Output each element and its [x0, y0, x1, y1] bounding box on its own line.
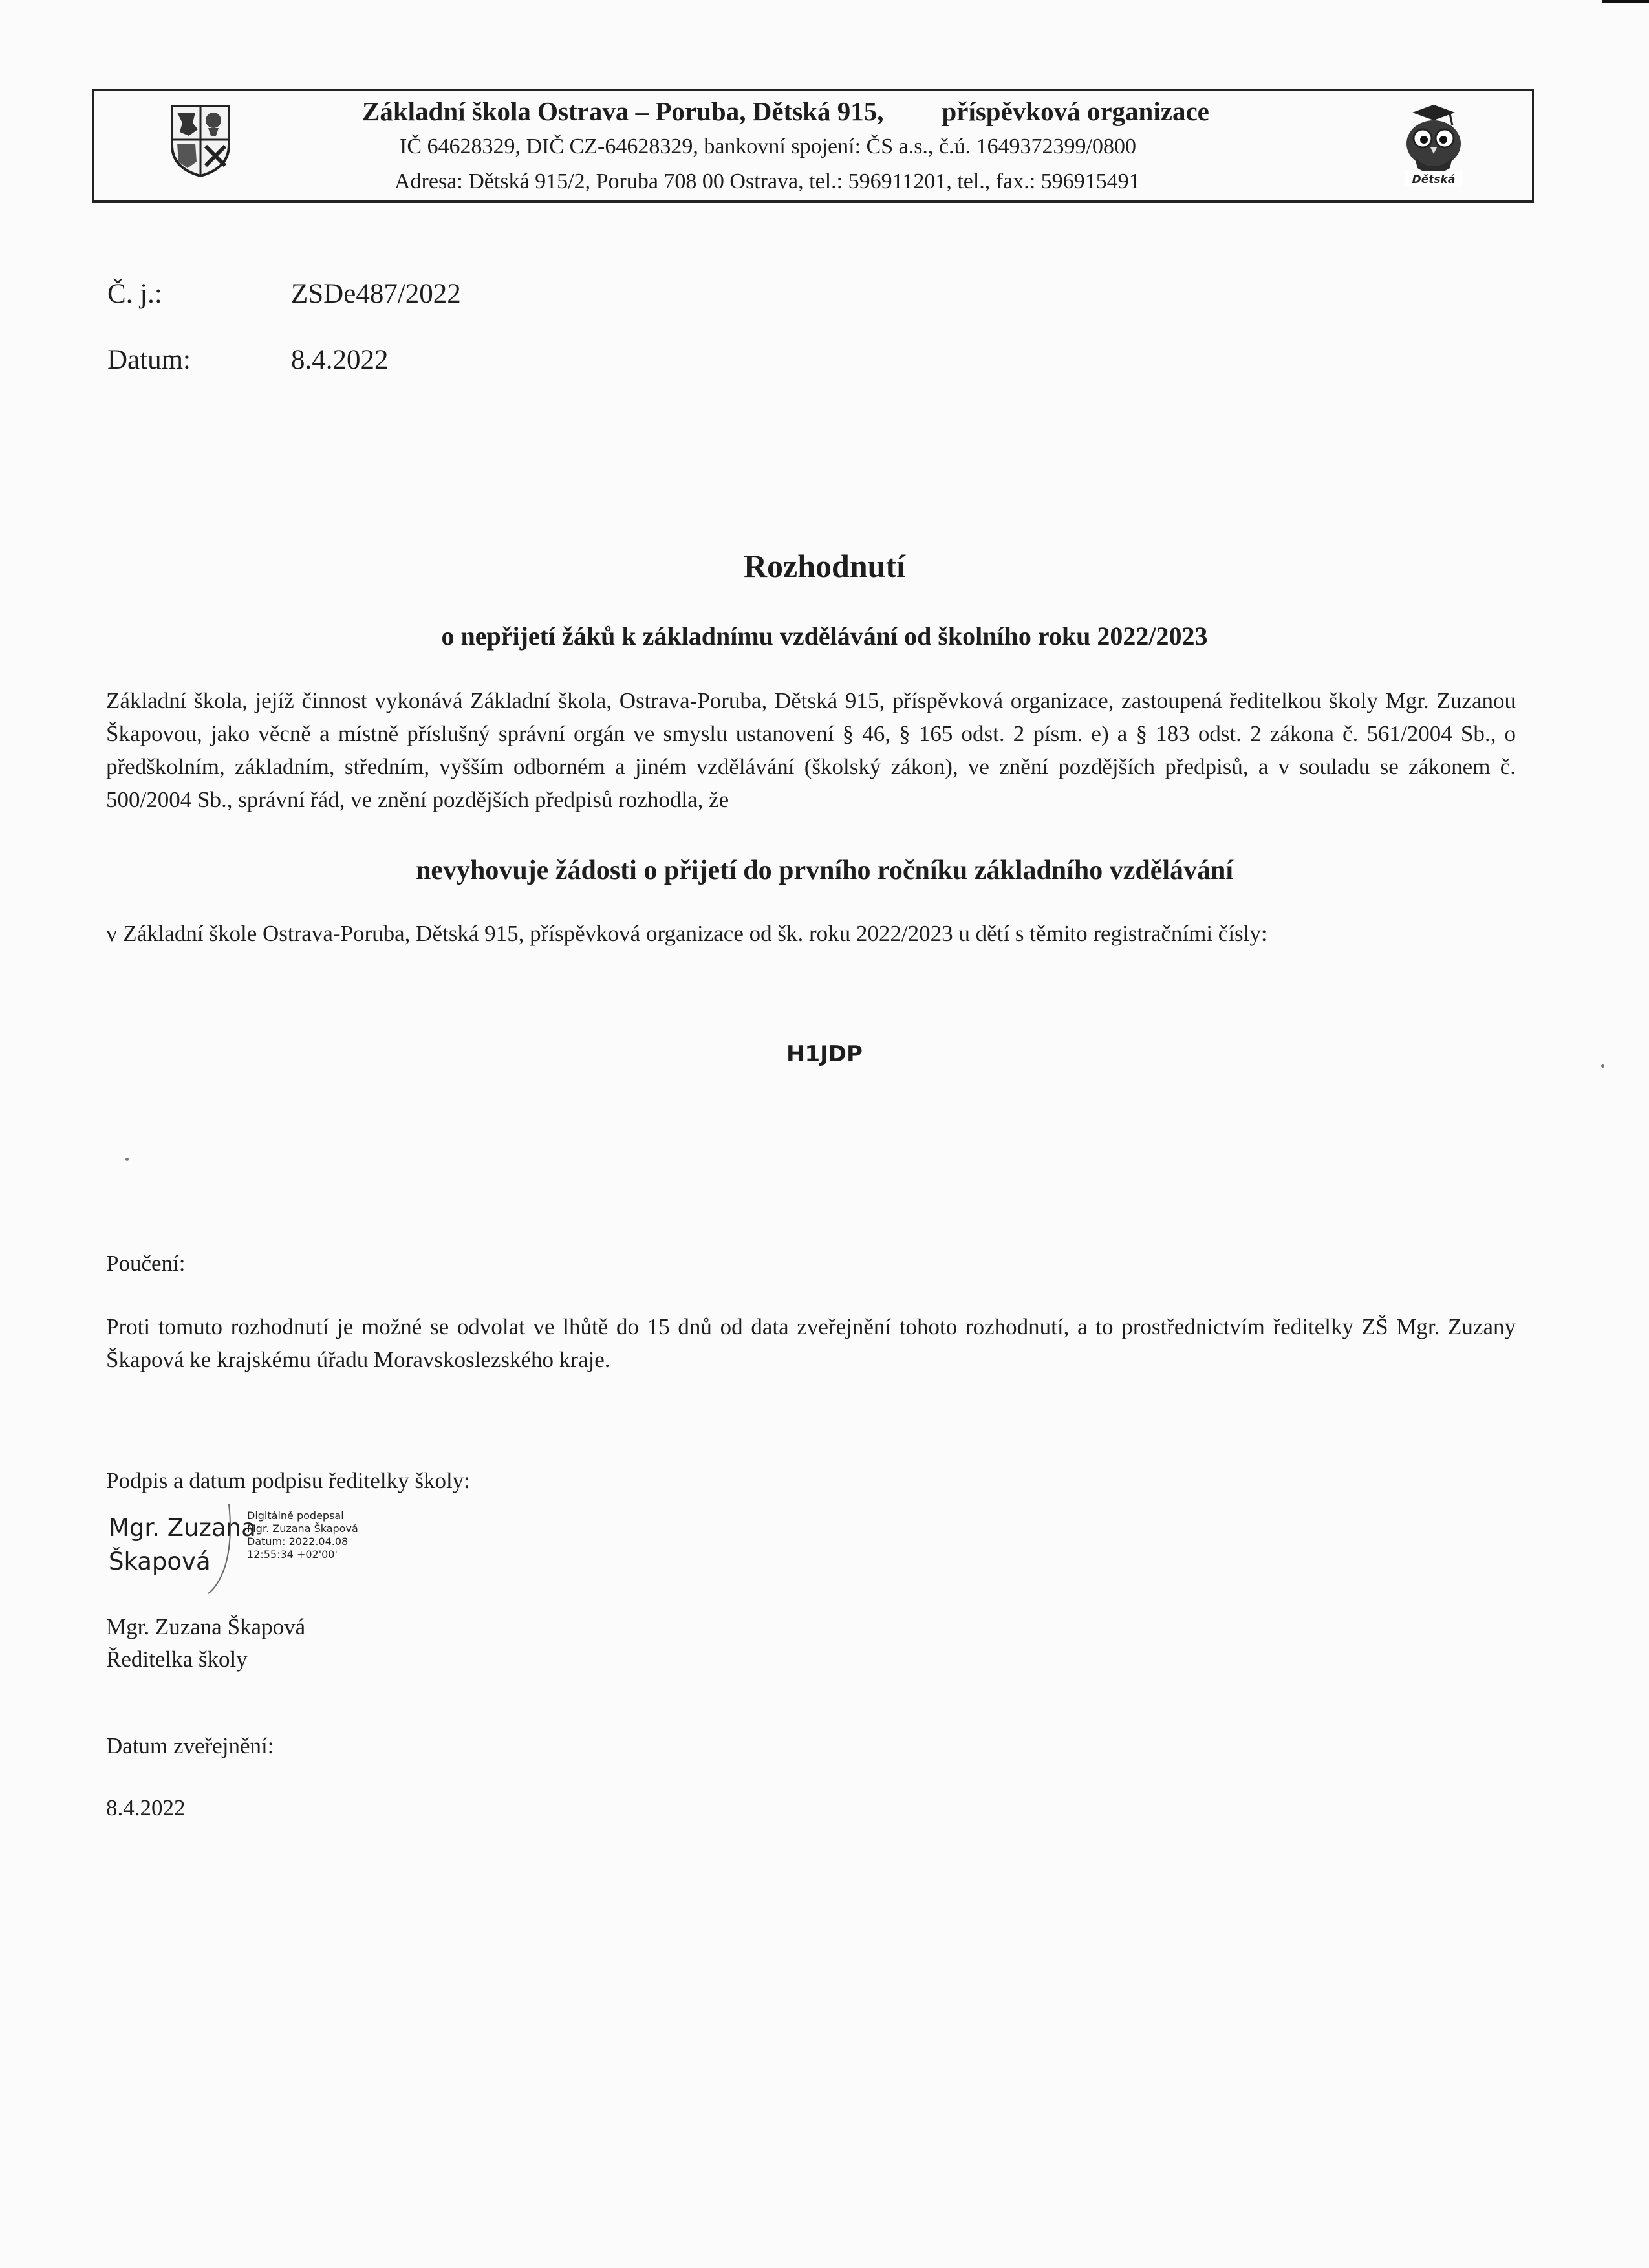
school-owl-logo-icon — [1398, 103, 1469, 190]
instruction-text: Proti tomuto rozhodnutí je možné se odvolat ve lhůtě do 15 dnů od data zveřejnění tohoto rozhodnutí, a to prostřednictvím ředitelky ZŠ Mgr. Zuzany Škapová ke krajskému úřadu Moravskoslezského kraje. — [106, 1314, 1516, 1372]
signer-name: Mgr. Zuzana Škapová — [106, 1614, 306, 1639]
scan-speck — [125, 1158, 129, 1161]
signature-meta-line: 12:55:34 +02'00' — [247, 1548, 338, 1561]
digital-signature-name-line1: Mgr. Zuzana — [109, 1514, 256, 1542]
registration-code: H1JDP — [786, 1041, 863, 1067]
school-address-line: Adresa: Dětská 915/2, Poruba 708 00 Ostrava, tel.: 596911201, tel., fax.: 596915491 — [394, 169, 1140, 193]
signature-meta-line: Digitálně podepsal — [247, 1509, 344, 1522]
reference-label: Č. j.: — [107, 279, 162, 309]
scan-edge-mark — [1602, 0, 1649, 3]
document-subtitle: o nepřijetí žáků k základnímu vzdělávání od školního roku 2022/2023 — [441, 621, 1208, 651]
signer-role: Ředitelka školy — [106, 1647, 248, 1672]
decision-statement: nevyhovuje žádosti o přijetí do prvního ročníku základního vzdělávání — [415, 856, 1234, 885]
reference-number: ZSDe487/2022 — [291, 279, 461, 309]
intro-paragraph: Základní škola, jejíž činnost vykonává Základní škola, Ostrava-Poruba, Dětská 915, příspěvková organizace, zastoupená ředitelkou školy Mgr. Zuzanou Škapovou, jako věcně a místně příslušný správní orgán ve smyslu ustanovení § 46, § 165 odst. 2 písm. e) a § 183 odst. 2 zákona č. 561/2004 Sb., o předškolním, základním, středním, vyšším odborném a jiném vzdělávání (školský zákon), ve znění pozdějších předpisů, a v souladu se zákonem č. 500/2004 Sb., správní řád, ve znění pozdějších předpisů rozhodla, že — [106, 688, 1516, 812]
publication-label: Datum zveřejnění: — [106, 1733, 274, 1758]
document-title: Rozhodnutí — [743, 548, 906, 584]
coat-of-arms-icon — [169, 103, 232, 178]
date-value: 8.4.2022 — [291, 345, 389, 375]
signature-meta-line: Datum: 2022.04.08 — [247, 1535, 349, 1548]
school-name-heading: Základní škola Ostrava – Poruba, Dětská 915, příspěvková organizace — [362, 96, 1209, 126]
signature-label: Podpis a datum podpisu ředitelky školy: — [106, 1468, 470, 1493]
logo-text: Dětská — [1412, 173, 1456, 186]
signature-stroke-icon — [206, 1502, 235, 1596]
school-context-line: v Základní škole Ostrava-Poruba, Dětská 915, příspěvková organizace od šk. roku 2022/2023 u dětí s těmito registračními čísly: — [106, 921, 1267, 946]
digital-signature-name-line2: Škapová — [109, 1548, 211, 1575]
school-ids-line: IČ 64628329, DIČ CZ-64628329, bankovní spojení: ČS a.s., č.ú. 1649372399/0800 — [400, 135, 1136, 158]
instruction-label: Poučení: — [106, 1251, 186, 1276]
publication-date: 8.4.2022 — [106, 1795, 186, 1820]
signature-meta-line: Mgr. Zuzana Škapová — [247, 1522, 358, 1535]
digital-signature-details — [247, 1509, 358, 1561]
date-label: Datum: — [107, 345, 191, 375]
scan-speck — [1601, 1064, 1604, 1068]
